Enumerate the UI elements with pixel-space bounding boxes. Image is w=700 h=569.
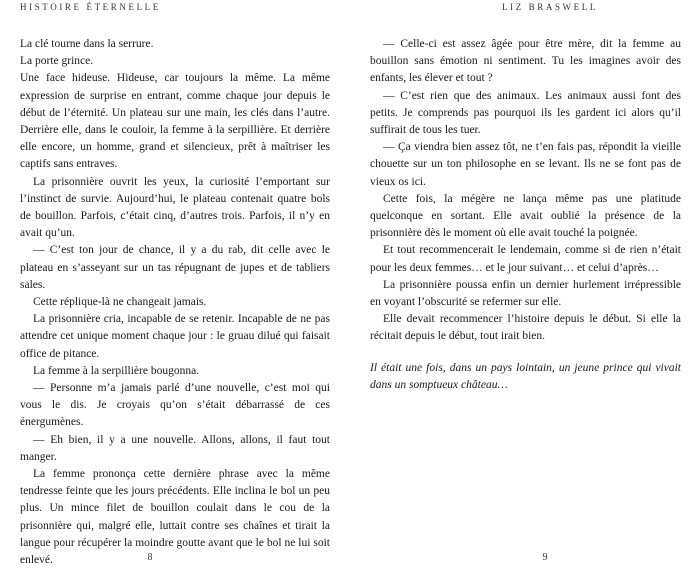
paragraph: La clé tourne dans la serrure. xyxy=(20,38,154,50)
paragraph: Cette fois, la mégère ne lança même pas une platitude quelconque en sortant. Elle avait oublié la présence de la prisonnière dès le moment où elle avait touché la poignée. xyxy=(370,192,681,240)
paragraph: Cette réplique-là ne changeait jamais. xyxy=(33,296,207,309)
right-page xyxy=(350,0,700,565)
running-head-left: HISTOIRE ÉTERNELLE xyxy=(20,2,161,12)
paragraph: — Eh bien, il y a une nouvelle. Allons, allons, il faut tout manger. xyxy=(20,433,330,463)
left-page xyxy=(0,0,350,565)
paragraph: — Personne m’a jamais parlé d’une nouvelle, c’est moi qui vous le dis. Je croyais qu’on s’était débarrassé de ces énergumènes. xyxy=(20,382,330,429)
running-head-right: LIZ BRASWELL xyxy=(502,2,598,12)
paragraph: La porte grince. xyxy=(20,55,94,68)
page-number-right: 9 xyxy=(542,552,548,563)
paragraph: La femme prononça cette dernière phrase avec la même tendresse feinte que les jours précédents. Elle inclina le bol un peu plus. Un mince filet de bouillon coulait dans le cou de la prisonnière qui, malgré elle, luttait contre ses chaînes et tirait la langue pour récupérer la moindre goutte avant que le bol ne lui soit enlevé. xyxy=(20,468,330,567)
paragraph: — C’est rien que des animaux. Les animaux aussi font des petits. Je comprends pas pourquoi ils les gardent ici alors qu’il suffirait de tous les tuer. xyxy=(370,89,681,137)
paragraph: La prisonnière ouvrit les yeux, la curiosité l’emportant sur l’instinct de survie. Aujourd’hui, le plateau contenait quatre bols de bouillon. Parfois, c’était cinq, d’autres trois. Parfois, il n’y en avait qu’un. xyxy=(20,175,330,240)
paragraph: — C’est ton jour de chance, il y a du rab, dit celle avec le plateau en s’asseyant sur un tas répugnant de jupes et de tabliers sales. xyxy=(20,244,330,291)
paragraph: — Ça viendra bien assez tôt, ne t’en fais pas, répondit la vieille chouette sur un ton philosophe en se levant. Ils ne se font pas de vieux os ici. xyxy=(370,141,681,188)
paragraph: La prisonnière poussa enfin un dernier hurlement irrépressible en voyant l’obscurité se refermer sur elle. xyxy=(370,278,681,309)
paragraph: Une face hideuse. Hideuse, car toujours la même. La même expression de surprise en entrant, comme chaque jour depuis le début de l’éternité. Un plateau sur une main, les clés dans l’autre. Derrière elle, dans le couloir, la femme à la serpillière. Et derrière elle encore, un homme, grand et silencieux, prêt à maîtriser les captifs sans entraves. xyxy=(20,72,330,171)
left-page-body xyxy=(20,36,330,569)
italic-story-opening: Il était une fois, dans un pays lointain, un jeune prince qui vivait dans un somptueux château… xyxy=(370,361,681,391)
paragraph: Et tout recommencerait le lendemain, comme si de rien n’était pour les deux femmes… et le jour suivant… et celui d’après… xyxy=(370,244,681,274)
paragraph: La prisonnière cria, incapable de se retenir. Incapable de ne pas attendre cet unique moment chaque jour : le gruau dilué qui faisait office de pitance. xyxy=(20,313,330,360)
right-page-body xyxy=(370,36,681,394)
paragraph: La femme à la serpillière bougonna. xyxy=(33,364,200,377)
paragraph: Elle devait recommencer l’histoire depuis le début. Si elle la récitait depuis le début, tout irait bien. xyxy=(370,313,681,343)
page-number-left: 8 xyxy=(147,552,153,563)
paragraph: — Celle-ci est assez âgée pour être mère, dit la femme au bouillon sans émotion ni sentiment. Tu les imagines avoir des enfants, les élever et tout ? xyxy=(370,38,681,85)
